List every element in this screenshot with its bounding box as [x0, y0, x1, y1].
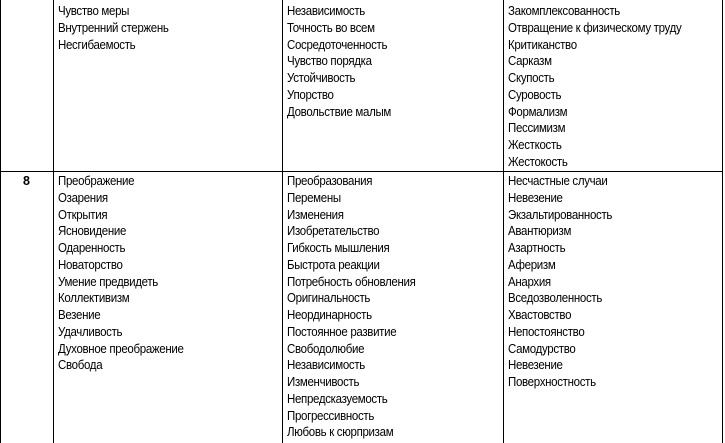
- list-item: Невезение: [508, 358, 563, 373]
- list-item: Потребность обновления: [287, 274, 416, 289]
- list-item: Жесткость: [508, 138, 562, 152]
- list-item: Критиканство: [508, 37, 577, 52]
- list-item: Независимость: [287, 4, 365, 18]
- list-item: Любовь к сюрпризам: [287, 425, 394, 440]
- list-item: Азартность: [508, 241, 566, 255]
- list-item: Невезение: [508, 190, 563, 205]
- row-number: 8: [23, 174, 30, 188]
- col2-cell: [287, 3, 391, 120]
- row-separator: [0, 171, 723, 172]
- table-border-left: [0, 0, 1, 443]
- list-item: Несгибаемость: [58, 37, 136, 52]
- list-item: Неординарность: [287, 308, 372, 322]
- list-item: Чувство порядка: [287, 54, 372, 69]
- list-item: Пессимизм: [508, 121, 566, 136]
- list-item: Преображение: [58, 174, 135, 188]
- list-item: Оригинальность: [287, 291, 371, 306]
- list-item: Скупость: [508, 71, 555, 85]
- list-item: Устойчивость: [287, 71, 356, 85]
- list-item: Новаторство: [58, 257, 123, 272]
- list-item: Удачливость: [58, 324, 123, 339]
- list-item: Внутренний стержень: [58, 20, 169, 35]
- list-item: Аферизм: [508, 257, 556, 272]
- list-item: Суровость: [508, 87, 562, 102]
- col3-cell: [508, 173, 612, 391]
- list-item: Изменчивость: [287, 375, 360, 389]
- list-item: Свобода: [58, 358, 103, 373]
- list-item: Коллективизм: [58, 291, 130, 306]
- table-divider-3: [503, 0, 504, 443]
- list-item: Умение предвидеть: [58, 274, 158, 289]
- table-border-right: [722, 0, 723, 443]
- list-item: Изобретательство: [287, 224, 380, 239]
- list-item: Экзальтированность: [508, 207, 613, 222]
- col2-cell: [287, 173, 415, 441]
- col1-cell: [58, 173, 184, 374]
- list-item: Одаренность: [58, 241, 126, 255]
- list-item: Свободолюбие: [287, 341, 365, 356]
- list-item: Непредсказуемость: [287, 391, 388, 406]
- list-item: Хвастовство: [508, 308, 572, 322]
- col3-cell: [508, 3, 681, 171]
- list-item: Закомплексованность: [508, 4, 620, 18]
- list-item: Сарказм: [508, 54, 552, 69]
- col1-cell: [58, 3, 169, 53]
- list-item: Озарения: [58, 190, 108, 205]
- list-item: Прогрессивность: [287, 408, 375, 423]
- list-item: Вседозволенность: [508, 291, 602, 306]
- list-item: Жестокость: [508, 154, 568, 169]
- list-item: Формализм: [508, 104, 568, 119]
- list-item: Духовное преображение: [58, 341, 184, 356]
- list-item: Анархия: [508, 274, 551, 289]
- list-item: Чувство меры: [58, 4, 130, 18]
- list-item: Упорство: [287, 87, 334, 102]
- list-item: Постоянное развитие: [287, 324, 397, 339]
- list-item: Гибкость мышления: [287, 241, 390, 255]
- list-item: Поверхностность: [508, 375, 596, 389]
- list-item: Отвращение к физическому труду: [508, 20, 682, 35]
- list-item: Точность во всем: [287, 20, 375, 35]
- table-divider-2: [282, 0, 283, 443]
- list-item: Авантюризм: [508, 224, 572, 239]
- list-item: Быстрота реакции: [287, 257, 380, 272]
- list-item: Независимость: [287, 358, 365, 373]
- list-item: Сосредоточенность: [287, 37, 388, 52]
- list-item: Самодурство: [508, 341, 576, 356]
- list-item: Ясновидение: [58, 224, 127, 239]
- list-item: Открытия: [58, 207, 108, 222]
- table-divider-1: [53, 0, 54, 443]
- list-item: Изменения: [287, 207, 344, 222]
- list-item: Несчастные случаи: [508, 174, 608, 188]
- list-item: Везение: [58, 308, 101, 322]
- list-item: Перемены: [287, 190, 341, 205]
- list-item: Непостоянство: [508, 324, 585, 339]
- list-item: Преобразования: [287, 174, 373, 188]
- list-item: Довольствие малым: [287, 104, 392, 119]
